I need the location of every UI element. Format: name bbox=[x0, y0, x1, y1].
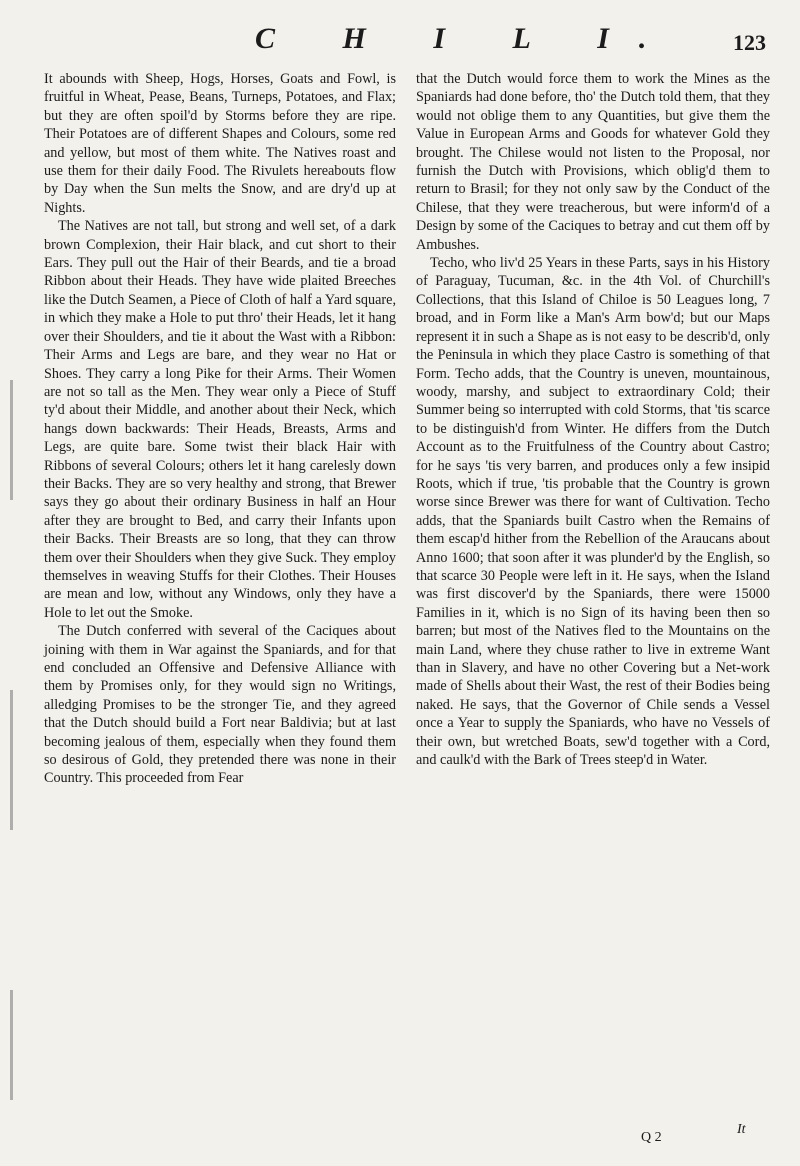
running-head bbox=[0, 22, 800, 62]
signature-mark: Q 2 bbox=[641, 1130, 662, 1145]
paragraph: that the Dutch would force them to work the Mines as the Spaniards had done before, tho' the Dutch told them, that they would not oblige them to any Quantities, but give them the Value in European Arms and Goods for whatever Gold they brought. The Chilese would not listen to the Proposal, nor furnish the Dutch with Provisions, which oblig'd them to return to Brasil; for they not only saw by the Conduct of the Chilese, that they were treacherous, but were inform'd of a Design by some of the Caciques to betray and cut them off by Ambushes. bbox=[416, 71, 770, 253]
paragraph: The Dutch conferred with several of the Caciques about joining with them in War against the Spaniards, and for that end concluded an Offensive and Defensive Alliance with them by Promises only, for they would sign no Writings, alledging Promises to be the stronger Tie, and they agreed that the Dutch should build a Fort near Baldivia; but at last becoming jealous of them, especially when they found them so desirous of Gold, they pretended there was none in their Country. This proceeded from Fear bbox=[44, 623, 396, 787]
page-number: 123 bbox=[733, 30, 766, 55]
page-edge-shadow bbox=[10, 690, 13, 830]
paragraph: The Natives are not tall, but strong and well set, of a dark brown Complexion, their Hair black, and cut short to their Ears. They pull out the Hair of their Beards, and tie a broad Ribbon about their Heads. They have wide plaited Breeches like the Dutch Seamen, a Piece of Cloth of half a Yard square, in which they make a Hole to put thro' their Heads, let it hang over their Shoulders, and tie it about the Wast with a Ribbon: Their Arms and Legs are bare, and they wear no Hat or Shoes. They carry a long Pike for their Arms. Their Women are not so tall as the Men. They wear only a Piece of Stuff ty'd about their Middle, and another about their Neck, which hangs down backwards: Their Heads, Breasts, Arms and Legs, are quite bare. Some twist their black Hair with Ribbons of several Colours; others let it hang carelesly down their Backs. They are so very healthy and strong, that Brewer says they go about their ordinary Business in half an Hour after they are brought to Bed, and carry their Infants upon their Backs. Their Breasts are so long, that they can throw them over their Shoulders when they give Suck. They employ themselves in weaving Stuffs for their Clothes. Their Houses are mean and low, without any Windows, only they have a Hole to let out the Smoke. bbox=[44, 218, 396, 621]
right-column bbox=[416, 70, 770, 769]
paragraph: It abounds with Sheep, Hogs, Horses, Goats and Fowl, is fruitful in Wheat, Pease, Beans, Turneps, Potatoes, and Flax; but they are often spoil'd by Storms before they are ripe. Their Potatoes are of different Shapes and Colours, some red and yellow, but most of them white. The Natives roast and use them for their daily Food. The Rivulets hereabouts flow by Day when the Sun melts the Snow, and are dry'd up at Nights. bbox=[44, 71, 396, 216]
left-column bbox=[44, 70, 396, 788]
page-edge-shadow bbox=[10, 380, 13, 500]
running-title: C H I L I. bbox=[255, 22, 677, 55]
page-edge-shadow bbox=[10, 990, 13, 1100]
catchword: It bbox=[737, 1122, 746, 1137]
paragraph: Techo, who liv'd 25 Years in these Parts, says in his History of Paraguay, Tucuman, &c. in the 4th Vol. of Churchill's Collections, that this Island of Chiloe is 50 Leagues long, 7 broad, and in Form like a Man's Arm bow'd; but our Maps represent it in such a Shape as is not easy to be describ'd, only the Peninsula in which they place Castro is something of that Form. Techo adds, that the Country is uneven, mountainous, woody, marshy, and subject to extraordinary Cold; their Summer being so interrupted with cold Storms, that 'tis scarce to be distinguish'd from Winter. He differs from the Dutch Account as to the Fruitfulness of the Country about Castro; for he says 'tis very barren, and produces only a few insipid Roots, which if true, 'tis probable that the Country is grown worse since Brewer was there for want of Cultivation. Techo adds, that the Spaniards built Castro when the Remains of them escap'd hither from the Rebellion of the Araucans about Anno 1600; that soon after it was plunder'd by the English, so that scarce 30 People were left in it. He says, when the Island was first discover'd by the Spaniards, there were 15000 Families in it, which is no Sign of its having been then so barren; but most of the Natives fled to the Mountains on the main Land, where they chuse rather to live in extreme Want than in Slavery, and have no other Covering but a Net-work made of Shells about their Wast, the rest of their Bodies being naked. He says, that the Governor of Chile sends a Vessel once a Year to supply the Spaniards, who have no Vessels of their own, but wretched Boats, sew'd together with a Cord, and caulk'd with the Bark of Trees steep'd in Water. bbox=[416, 255, 770, 769]
